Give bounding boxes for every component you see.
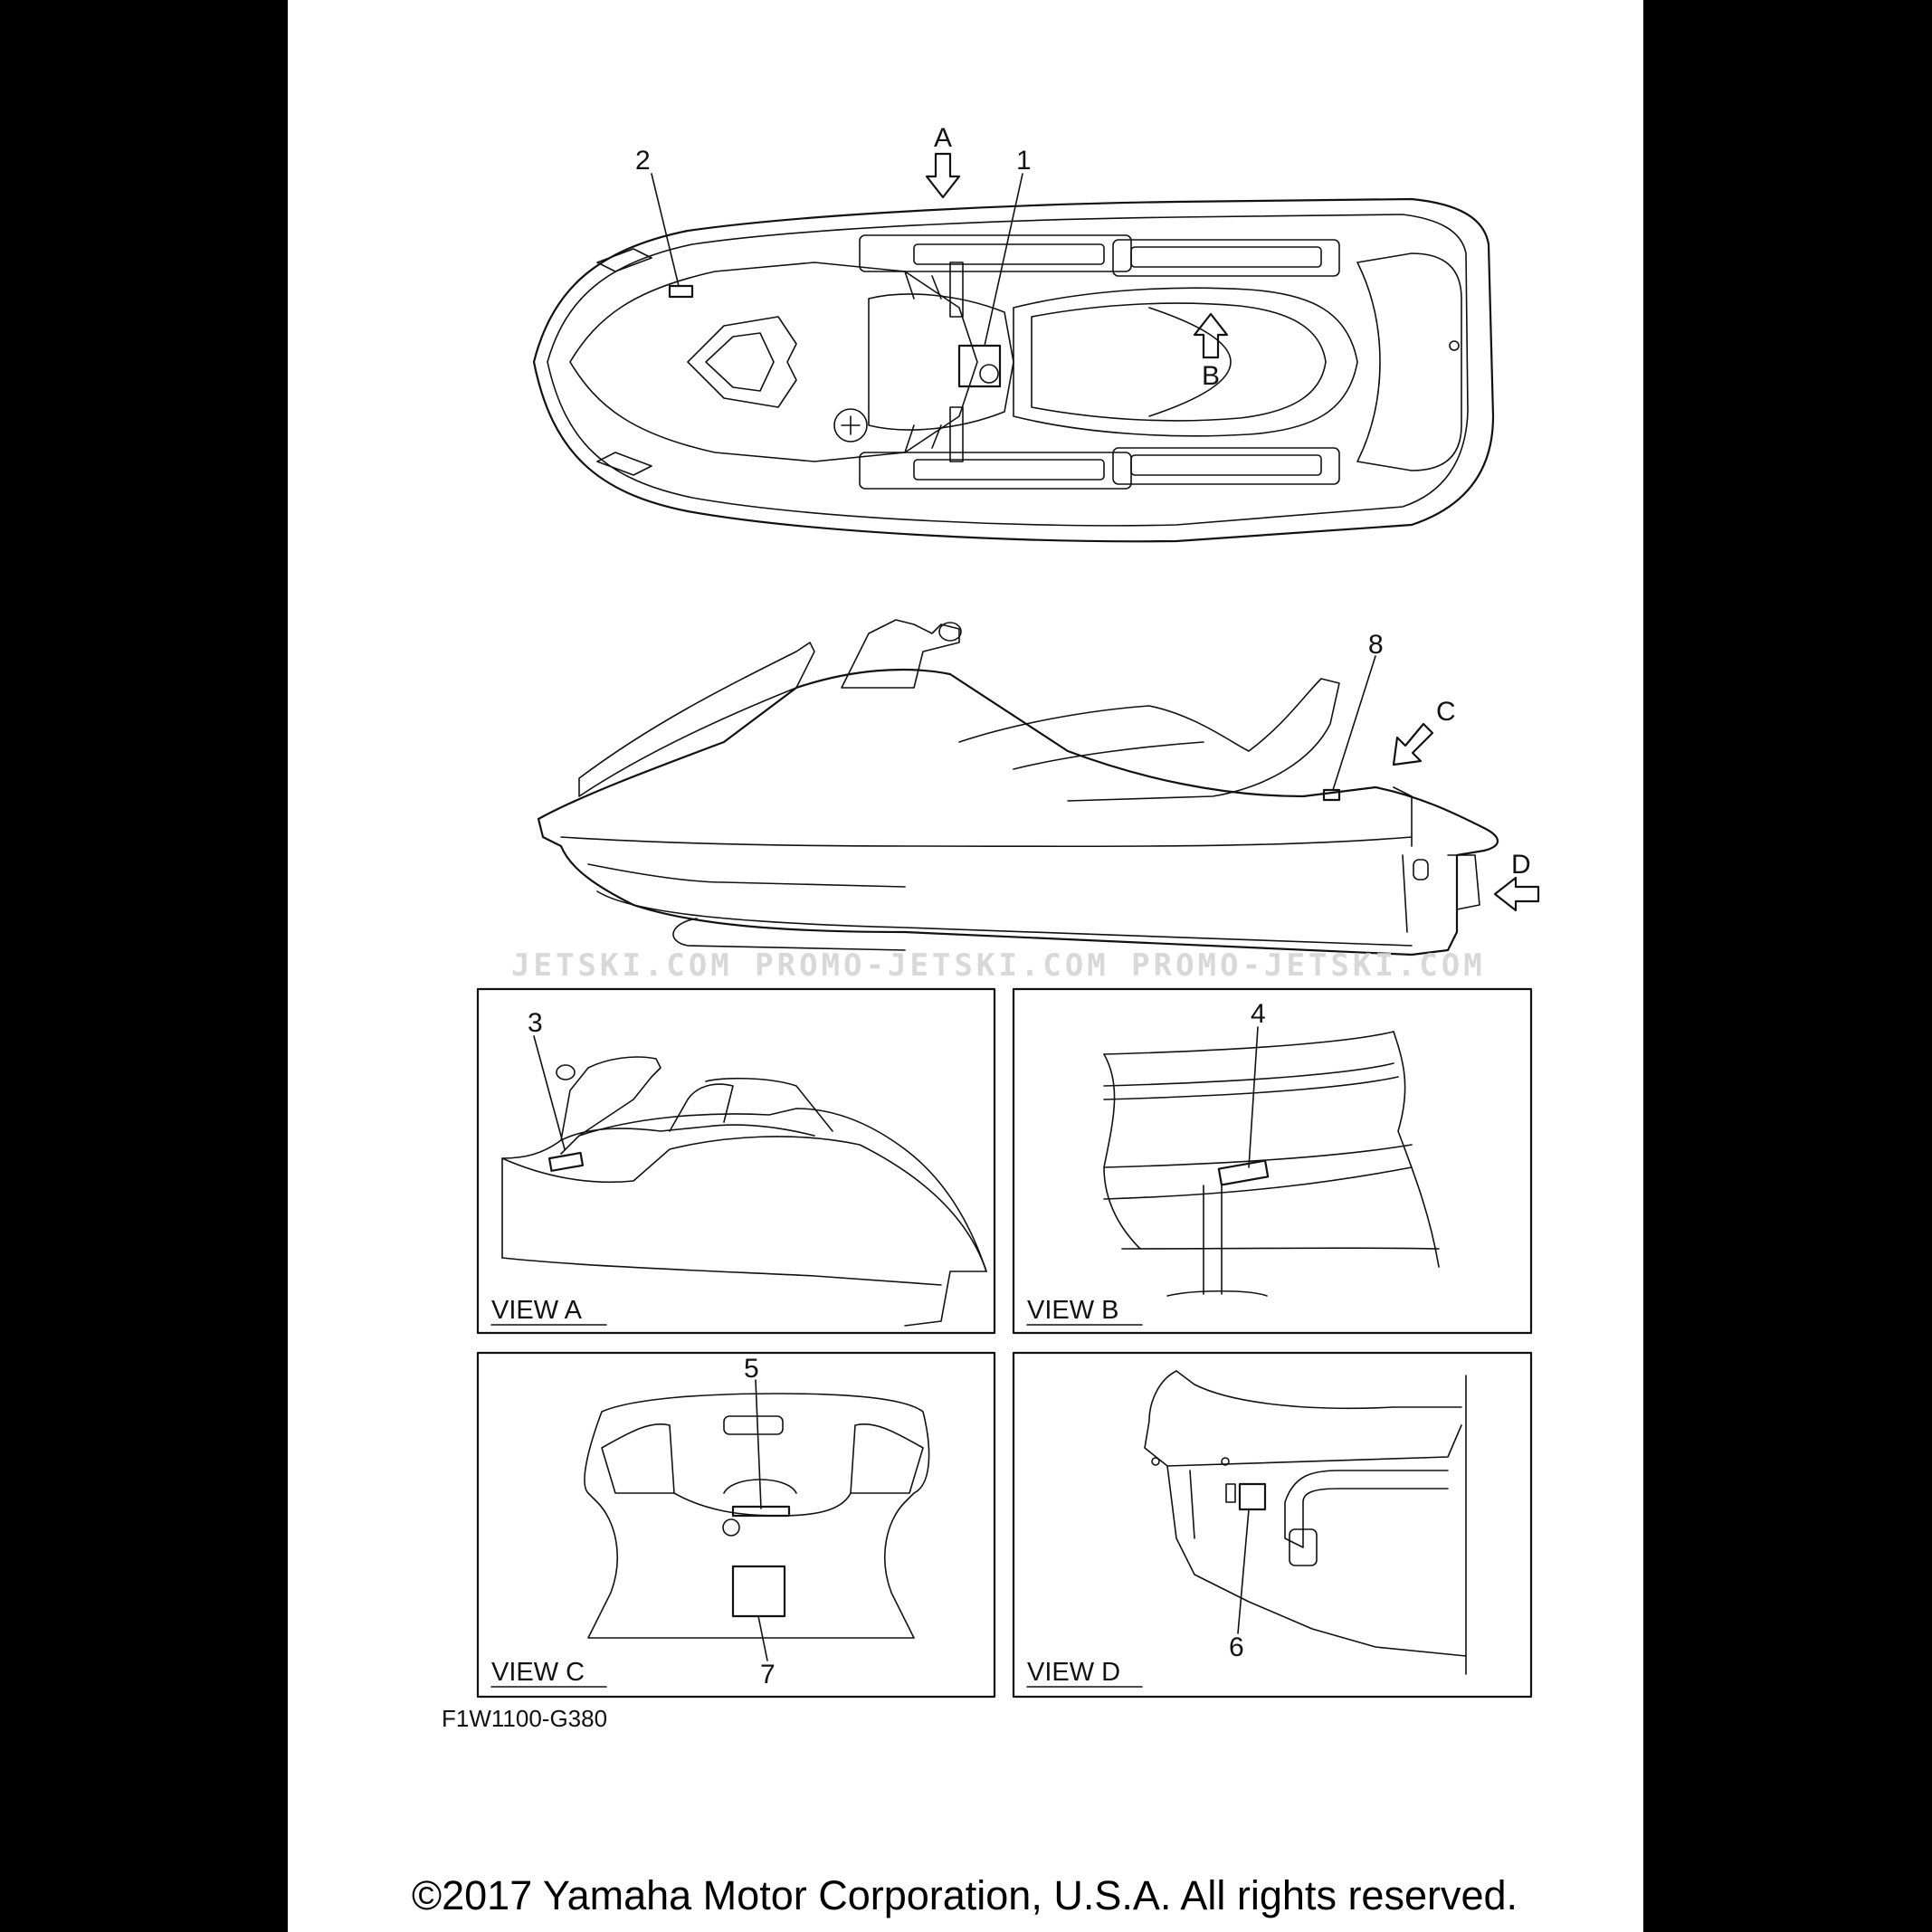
view-b-panel: [1014, 989, 1531, 1333]
view-c-label: VIEW C: [491, 1658, 585, 1687]
copyright-notice: ©2017 Yamaha Motor Corporation, U.S.A. All rights reserved.: [411, 1872, 1518, 1918]
callout-7-label: 7: [760, 1660, 776, 1689]
callout-1-label: 1: [1016, 146, 1032, 176]
arrow-a-label: A: [934, 123, 953, 153]
callout-4-label: 4: [1251, 999, 1266, 1029]
arrow-a: [927, 123, 959, 197]
side-view-watercraft: [538, 620, 1498, 955]
callout-5: [744, 1354, 761, 1508]
watermark: JETSKI.COM PROMO-JETSKI.COM PROMO-JETSKI.COM: [511, 947, 1486, 984]
callout-2-label: 2: [635, 146, 651, 176]
view-d-label: VIEW D: [1027, 1658, 1121, 1687]
callout-7: [758, 1616, 776, 1689]
callout-8-label: 8: [1368, 630, 1384, 660]
arrow-d: [1495, 850, 1538, 910]
arrow-d-label: D: [1511, 850, 1531, 880]
callout-3: [528, 1008, 565, 1149]
arrow-b-label: B: [1202, 361, 1221, 391]
arrow-c-label: C: [1436, 697, 1456, 727]
view-a-panel: [478, 989, 995, 1333]
figure-code: F1W1100-G380: [442, 1705, 608, 1732]
view-d-panel: [1014, 1353, 1531, 1697]
callout-3-label: 3: [528, 1008, 543, 1038]
arrow-c: [1394, 697, 1456, 765]
callout-1: [985, 146, 1032, 346]
callout-8: [1333, 630, 1384, 790]
callout-4: [1249, 999, 1266, 1167]
callout-5-label: 5: [744, 1354, 759, 1384]
view-c-panel: [478, 1353, 995, 1697]
callout-2: [635, 146, 679, 286]
view-b-label: VIEW B: [1027, 1296, 1119, 1325]
callout-6: [1229, 1509, 1249, 1662]
callout-6-label: 6: [1229, 1632, 1244, 1662]
top-view-watercraft: [534, 199, 1493, 541]
view-a-label: VIEW A: [491, 1296, 582, 1325]
